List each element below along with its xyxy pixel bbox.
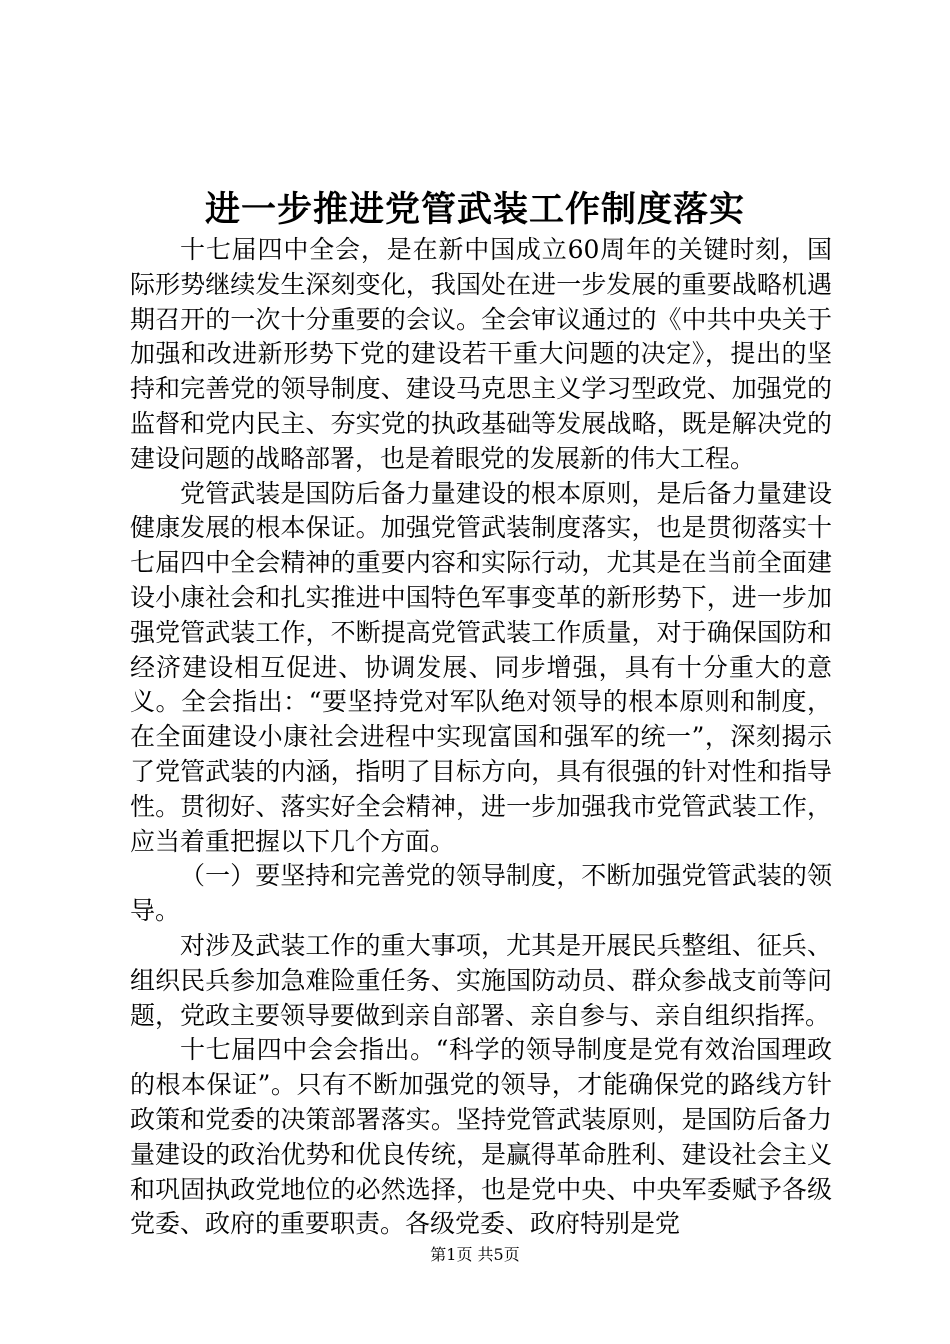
page-footer: 第1页 共5页 — [430, 1245, 520, 1264]
paragraph-4: 对涉及武装工作的重大事项，尤其是开展民兵整组、征兵、组织民兵参加急难险重任务、实施国防动员、群众参战支前等问题，党政主要领导要做到亲自部署、亲自参与、亲自组织指挥。 — [130, 930, 832, 1030]
paragraph-5: 十七届四中会会指出。“科学的领导制度是党有效治国理政的根本保证”。只有不断加强党的领导，才能确保党的路线方针政策和党委的决策部署落实。坚持党管武装原则，是国防后备力量建设的政治优势和优良传统，是赢得革命胜利、建设社会主义和巩固执政党地位的必然选择，也是党中央、中央军委赋予各级党委、政府的重要职责。各级党委、政府特别是党 — [130, 1035, 832, 1239]
document-body — [130, 233, 832, 1242]
paragraph-2: 党管武装是国防后备力量建设的根本原则，是后备力量建设健康发展的根本保证。加强党管武装制度落实，也是贯彻落实十七届四中全会精神的重要内容和实际行动，尤其是在当前全面建设小康社会和扎实推进中国特色军事变革的新形势下，进一步加强党管武装工作，不断提高党管武装工作质量，对于确保国防和经济建设相互促进、协调发展、同步增强，具有十分重大的意义。全会指出：“要坚持党对军队绝对领导的根本原则和制度，在全面建设小康社会进程中实现富国和强军的统一”，深刻揭示了党管武装的内涵，指明了目标方向，具有很强的针对性和指导性。贯彻好、落实好全会精神，进一步加强我市党管武装工作，应当着重把握以下几个方面。 — [130, 478, 832, 856]
paragraph-1: 十七届四中全会，是在新中国成立60周年的关键时刻，国际形势继续发生深刻变化，我国处在进一步发展的重要战略机遇期召开的一次十分重要的会议。全会审议通过的《中共中央关于加强和改进新形势下党的建设若干重大问题的决定》，提出的坚持和完善党的领导制度、建设马克思主义学习型政党、加强党的监督和党内民主、夯实党的执政基础等发展战略，既是解决党的建设问题的战略部署，也是着眼党的发展新的伟大工程。 — [130, 235, 832, 473]
document-title: 进一步推进党管武装工作制度落实 — [204, 189, 745, 230]
paragraph-3: （一）要坚持和完善党的领导制度，不断加强党管武装的领导。 — [130, 861, 832, 926]
